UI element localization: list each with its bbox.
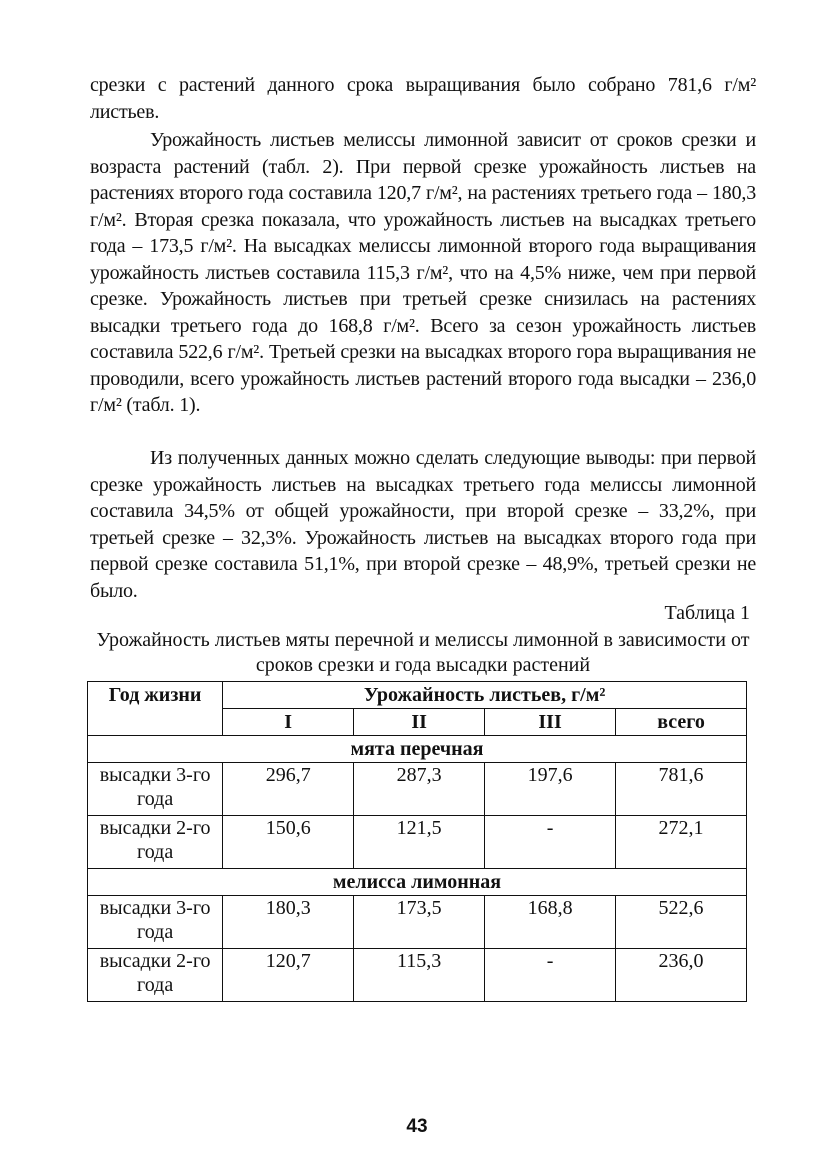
paragraph-2: Урожайность листьев мелиссы лимонной зависит от сроков срезки и возраста растений (табл. 2). При первой срезке урожайность листьев на растениях второго года составила 120,7 г/м², на растениях третьего года – 180,3 г/м². Вторая срезка показала, что урожайность листьев на высадках третьего года – 173,5 г/м². На высадках мелиссы лимонной второго года выращивания урожайность листьев составила 115,3 г/м², что на 4,5% ниже, чем при первой срезке. Урожайность листьев при третьей срезке снизилась на растениях высадки третьего года до 168,8 г/м². Всего за сезон урожайность листьев составила 522,6 г/м². Третьей срезки на высадках второго гора выращивания не проводили, всего урожайность листьев растений второго года высадки – 236,0 г/м² (табл. 1). [90, 129, 756, 416]
cell-value: 296,7 [223, 763, 354, 816]
page-number: 43 [406, 1116, 428, 1137]
cell-value: 287,3 [354, 763, 485, 816]
cell-value: - [485, 816, 616, 869]
row-year: высадки 2-го года [88, 949, 223, 1002]
header-yield: Урожайность листьев, г/м² [223, 682, 747, 709]
header-col-total: всего [616, 709, 747, 736]
header-col-3: III [485, 709, 616, 736]
row-year: высадки 3-го года [88, 763, 223, 816]
cell-value: 197,6 [485, 763, 616, 816]
cell-total: 522,6 [616, 896, 747, 949]
cell-total: 236,0 [616, 949, 747, 1002]
table-label: Таблица 1 [664, 602, 750, 624]
cell-value: 121,5 [354, 816, 485, 869]
paragraph-1: срезки с растений данного срока выращивания было собрано 781,6 г/м² листьев. [90, 74, 756, 123]
header-col-2: II [354, 709, 485, 736]
cell-total: 272,1 [616, 816, 747, 869]
cell-value: 168,8 [485, 896, 616, 949]
table-row [88, 763, 747, 816]
cell-value: 115,3 [354, 949, 485, 1002]
row-year: высадки 2-го года [88, 816, 223, 869]
row-year: высадки 3-го года [88, 896, 223, 949]
cell-total: 781,6 [616, 763, 747, 816]
header-col-1: I [223, 709, 354, 736]
table-row [88, 949, 747, 1002]
table-row [88, 896, 747, 949]
cell-value: 150,6 [223, 816, 354, 869]
group-mint: мята перечная [88, 736, 747, 763]
table-caption: Урожайность листьев мяты перечной и мелиссы лимонной в зависимости от сроков срезки и года высадки растений [96, 629, 750, 676]
table-row [88, 816, 747, 869]
paragraph-3: Из полученных данных можно сделать следующие выводы: при первой срезке урожайность листьев на высадках третьего года мелиссы лимонной составила 34,5% от общей урожайности, при второй срезке – 33,2%, при третьей срезке – 32,3%. Урожайность листьев на высадках второго года при первой срезке составила 51,1%, при второй срезке – 48,9%, третьей срезки не было. [90, 447, 756, 602]
cell-value: - [485, 949, 616, 1002]
header-year: Год жизни [88, 682, 223, 736]
cell-value: 173,5 [354, 896, 485, 949]
cell-value: 180,3 [223, 896, 354, 949]
group-lemon-balm: мелисса лимонная [88, 869, 747, 896]
yield-table [87, 681, 747, 1002]
cell-value: 120,7 [223, 949, 354, 1002]
